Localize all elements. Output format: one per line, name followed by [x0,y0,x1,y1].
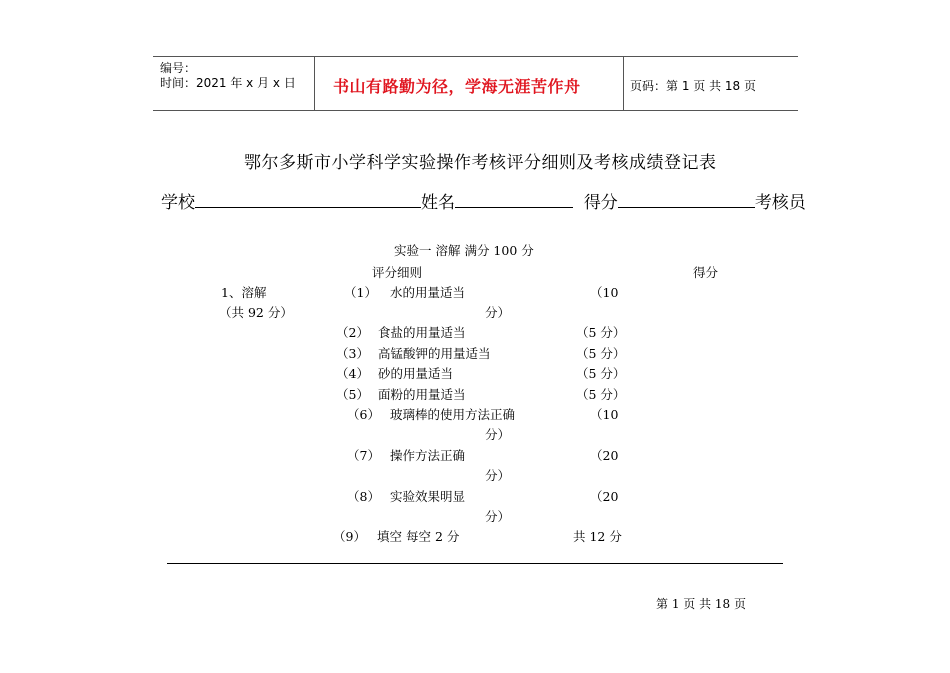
header-divider-left [314,57,315,110]
item-points: （5 分） [576,325,626,340]
document-time: 时间：2021 年 x 月 x 日 [160,76,296,90]
item-points: （10 [590,407,619,422]
item-number: （4） [336,366,369,381]
item-text: 水的用量适当 [390,285,466,300]
item-points-cont: 分） [485,509,511,524]
item-text: 食盐的用量适当 [378,325,466,340]
header-motto: 书山有路勤为径，学海无涯苦作舟 [333,77,581,96]
registration-line [161,188,806,213]
item-text: 高锰酸钾的用量适当 [378,346,491,361]
item-points: 共 12 分 [573,529,622,544]
item-number: （3） [336,346,369,361]
header-divider-right [623,57,624,110]
item-text: 填空 每空 2 分 [377,529,460,544]
school-label: 学校 [161,193,195,213]
item-text: 面粉的用量适当 [378,387,466,402]
name-label: 姓名 [421,193,455,213]
item-points: （5 分） [576,387,626,402]
examiner-label: 考核员 [754,193,806,213]
criteria-header: 评分细则 [372,265,423,280]
section-total: （共 92 分） [219,305,293,320]
footer-divider [167,563,783,564]
experiment-heading: 实验一 溶解 满分 100 分 [394,243,534,258]
item-number: （6） [347,407,380,422]
item-points: （20 [590,489,619,504]
item-points: （20 [590,448,619,463]
item-points-cont: 分） [485,427,511,442]
item-number: （8） [347,489,380,504]
score-label: 得分 [583,193,618,213]
school-field[interactable] [195,189,421,208]
item-text: 砂的用量适当 [378,366,454,381]
document-number-label: 编号： [160,61,197,75]
score-header: 得分 [693,265,719,280]
item-number: （7） [347,448,380,463]
item-points-cont: 分） [485,468,511,483]
header-page-number: 页码：第 1 页 共 18 页 [630,79,756,93]
item-points-cont: 分） [485,305,511,320]
header-top-border [153,56,798,57]
item-number: （1） [344,285,377,300]
footer-page-number: 第 1 页 共 18 页 [656,597,746,611]
name-field[interactable] [455,189,573,208]
page-title: 鄂尔多斯市小学科学实验操作考核评分细则及考核成绩登记表 [244,153,717,173]
item-text: 操作方法正确 [390,448,466,463]
item-text: 玻璃棒的使用方法正确 [390,407,516,422]
section-title: 1、溶解 [221,285,267,300]
item-points: （5 分） [576,346,626,361]
header-bottom-border [153,110,798,111]
score-field[interactable] [618,189,755,208]
item-points: （5 分） [576,366,626,381]
item-number: （9） [333,529,366,544]
item-number: （2） [336,325,369,340]
item-points: （10 [590,285,619,300]
item-text: 实验效果明显 [390,489,466,504]
item-number: （5） [336,387,369,402]
